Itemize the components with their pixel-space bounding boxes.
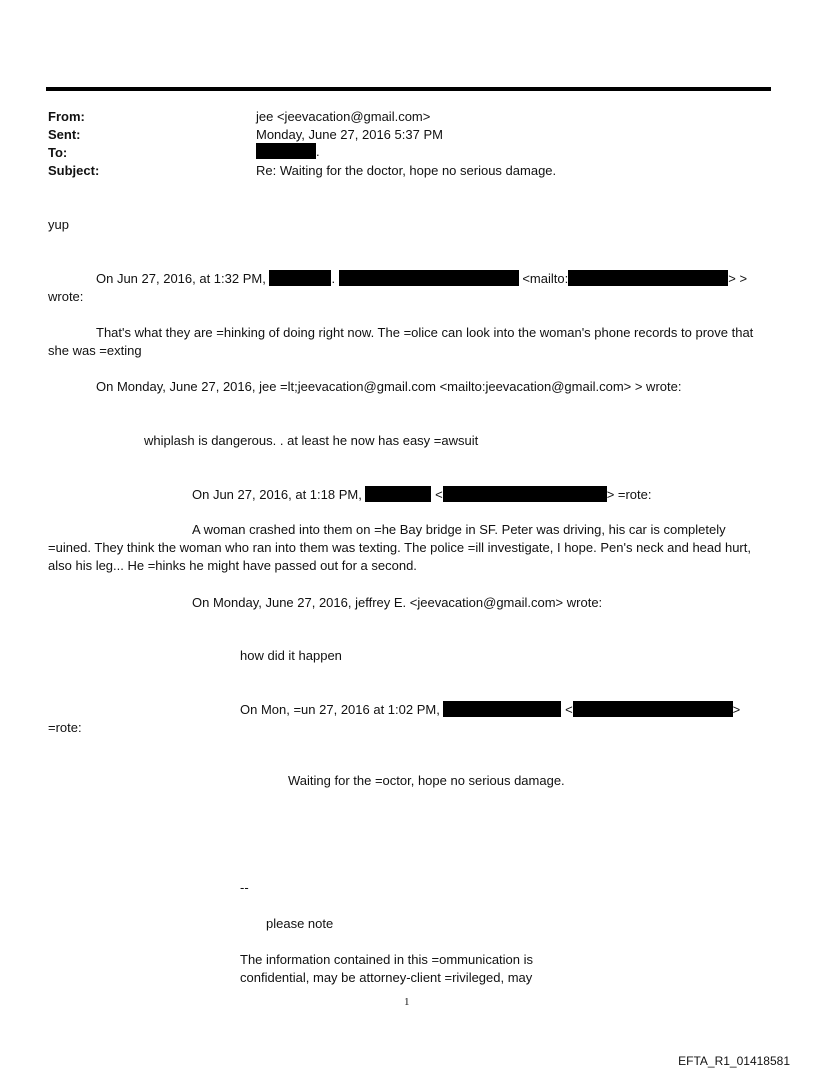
sent-label: Sent: [48, 127, 81, 142]
quote3-paragraph-line1: A woman crashed into them on =he Bay bridge in SF. Peter was driving, his car is completely [192, 522, 726, 537]
quote2-header: On Monday, June 27, 2016, jee =lt;jeevacation@gmail.com <mailto:jeevacation@gmail.com> > wrote: [96, 379, 682, 394]
redaction-block [269, 270, 331, 286]
quote5-wrote: =rote: [48, 720, 82, 735]
quote3-paragraph-rest: =uined. They think the woman who ran into them was texting. The police =ill investigate, I hope. Pen's neck and head hurt, also his leg... He =hinks he might have passed out for a second. [48, 540, 751, 573]
quote5-paragraph: Waiting for the =octor, hope no serious damage. [288, 773, 565, 788]
redaction-block [443, 701, 561, 717]
quote5-header [240, 701, 740, 719]
quote3-lt: < [435, 487, 443, 502]
to-suffix: . [316, 144, 320, 159]
quote5-lt: < [565, 702, 573, 717]
quote5-end: > [732, 702, 741, 717]
quote1-prefix: On Jun 27, 2016, at 1:32 PM, [96, 271, 266, 286]
quote1-sep: . [331, 271, 336, 286]
quote1-paragraph: That's what they are =hinking of doing right now. The =olice can look into the woman's phone records to prove that she was =exting [48, 325, 754, 358]
redaction-block [339, 270, 519, 286]
quote1-end: > > [728, 271, 748, 286]
to-label: To: [48, 145, 68, 160]
redaction-block [256, 143, 316, 159]
reply-text: yup [48, 217, 69, 232]
quote2-paragraph: whiplash is dangerous. . at least he now has easy =awsuit [144, 433, 479, 448]
document-id: EFTA_R1_01418581 [678, 1054, 790, 1068]
page-number: 1 [404, 996, 410, 1008]
signature-dash: -- [240, 880, 249, 895]
quote3-prefix: On Jun 27, 2016, at 1:18 PM, [192, 487, 362, 502]
to-value [256, 143, 320, 159]
subject-value: Re: Waiting for the doctor, hope no serious damage. [256, 163, 557, 178]
header-rule [46, 87, 771, 91]
disclaimer-line2: confidential, may be attorney-client =rivileged, may [240, 970, 533, 985]
quote4-paragraph: how did it happen [240, 648, 342, 663]
redaction-block [443, 486, 607, 502]
from-value: jee <jeevacation@gmail.com> [256, 109, 431, 124]
disclaimer-line1: The information contained in this =ommunication is [240, 952, 534, 967]
sent-value: Monday, June 27, 2016 5:37 PM [256, 127, 443, 142]
subject-label: Subject: [48, 163, 100, 178]
quote5-prefix: On Mon, =un 27, 2016 at 1:02 PM, [240, 702, 440, 717]
redaction-block [573, 701, 733, 717]
quote4-header: On Monday, June 27, 2016, jeffrey E. <jeevacation@gmail.com> wrote: [192, 595, 603, 610]
quote1-wrote: wrote: [48, 289, 84, 304]
from-label: From: [48, 109, 85, 124]
signature-note: please note [266, 916, 334, 931]
quote1-mailto: <mailto: [522, 271, 569, 286]
quote1-header [96, 270, 747, 288]
redaction-block [365, 486, 431, 502]
quote3-header [192, 486, 652, 504]
quote3-end: > =rote: [606, 487, 652, 502]
redaction-block [568, 270, 728, 286]
